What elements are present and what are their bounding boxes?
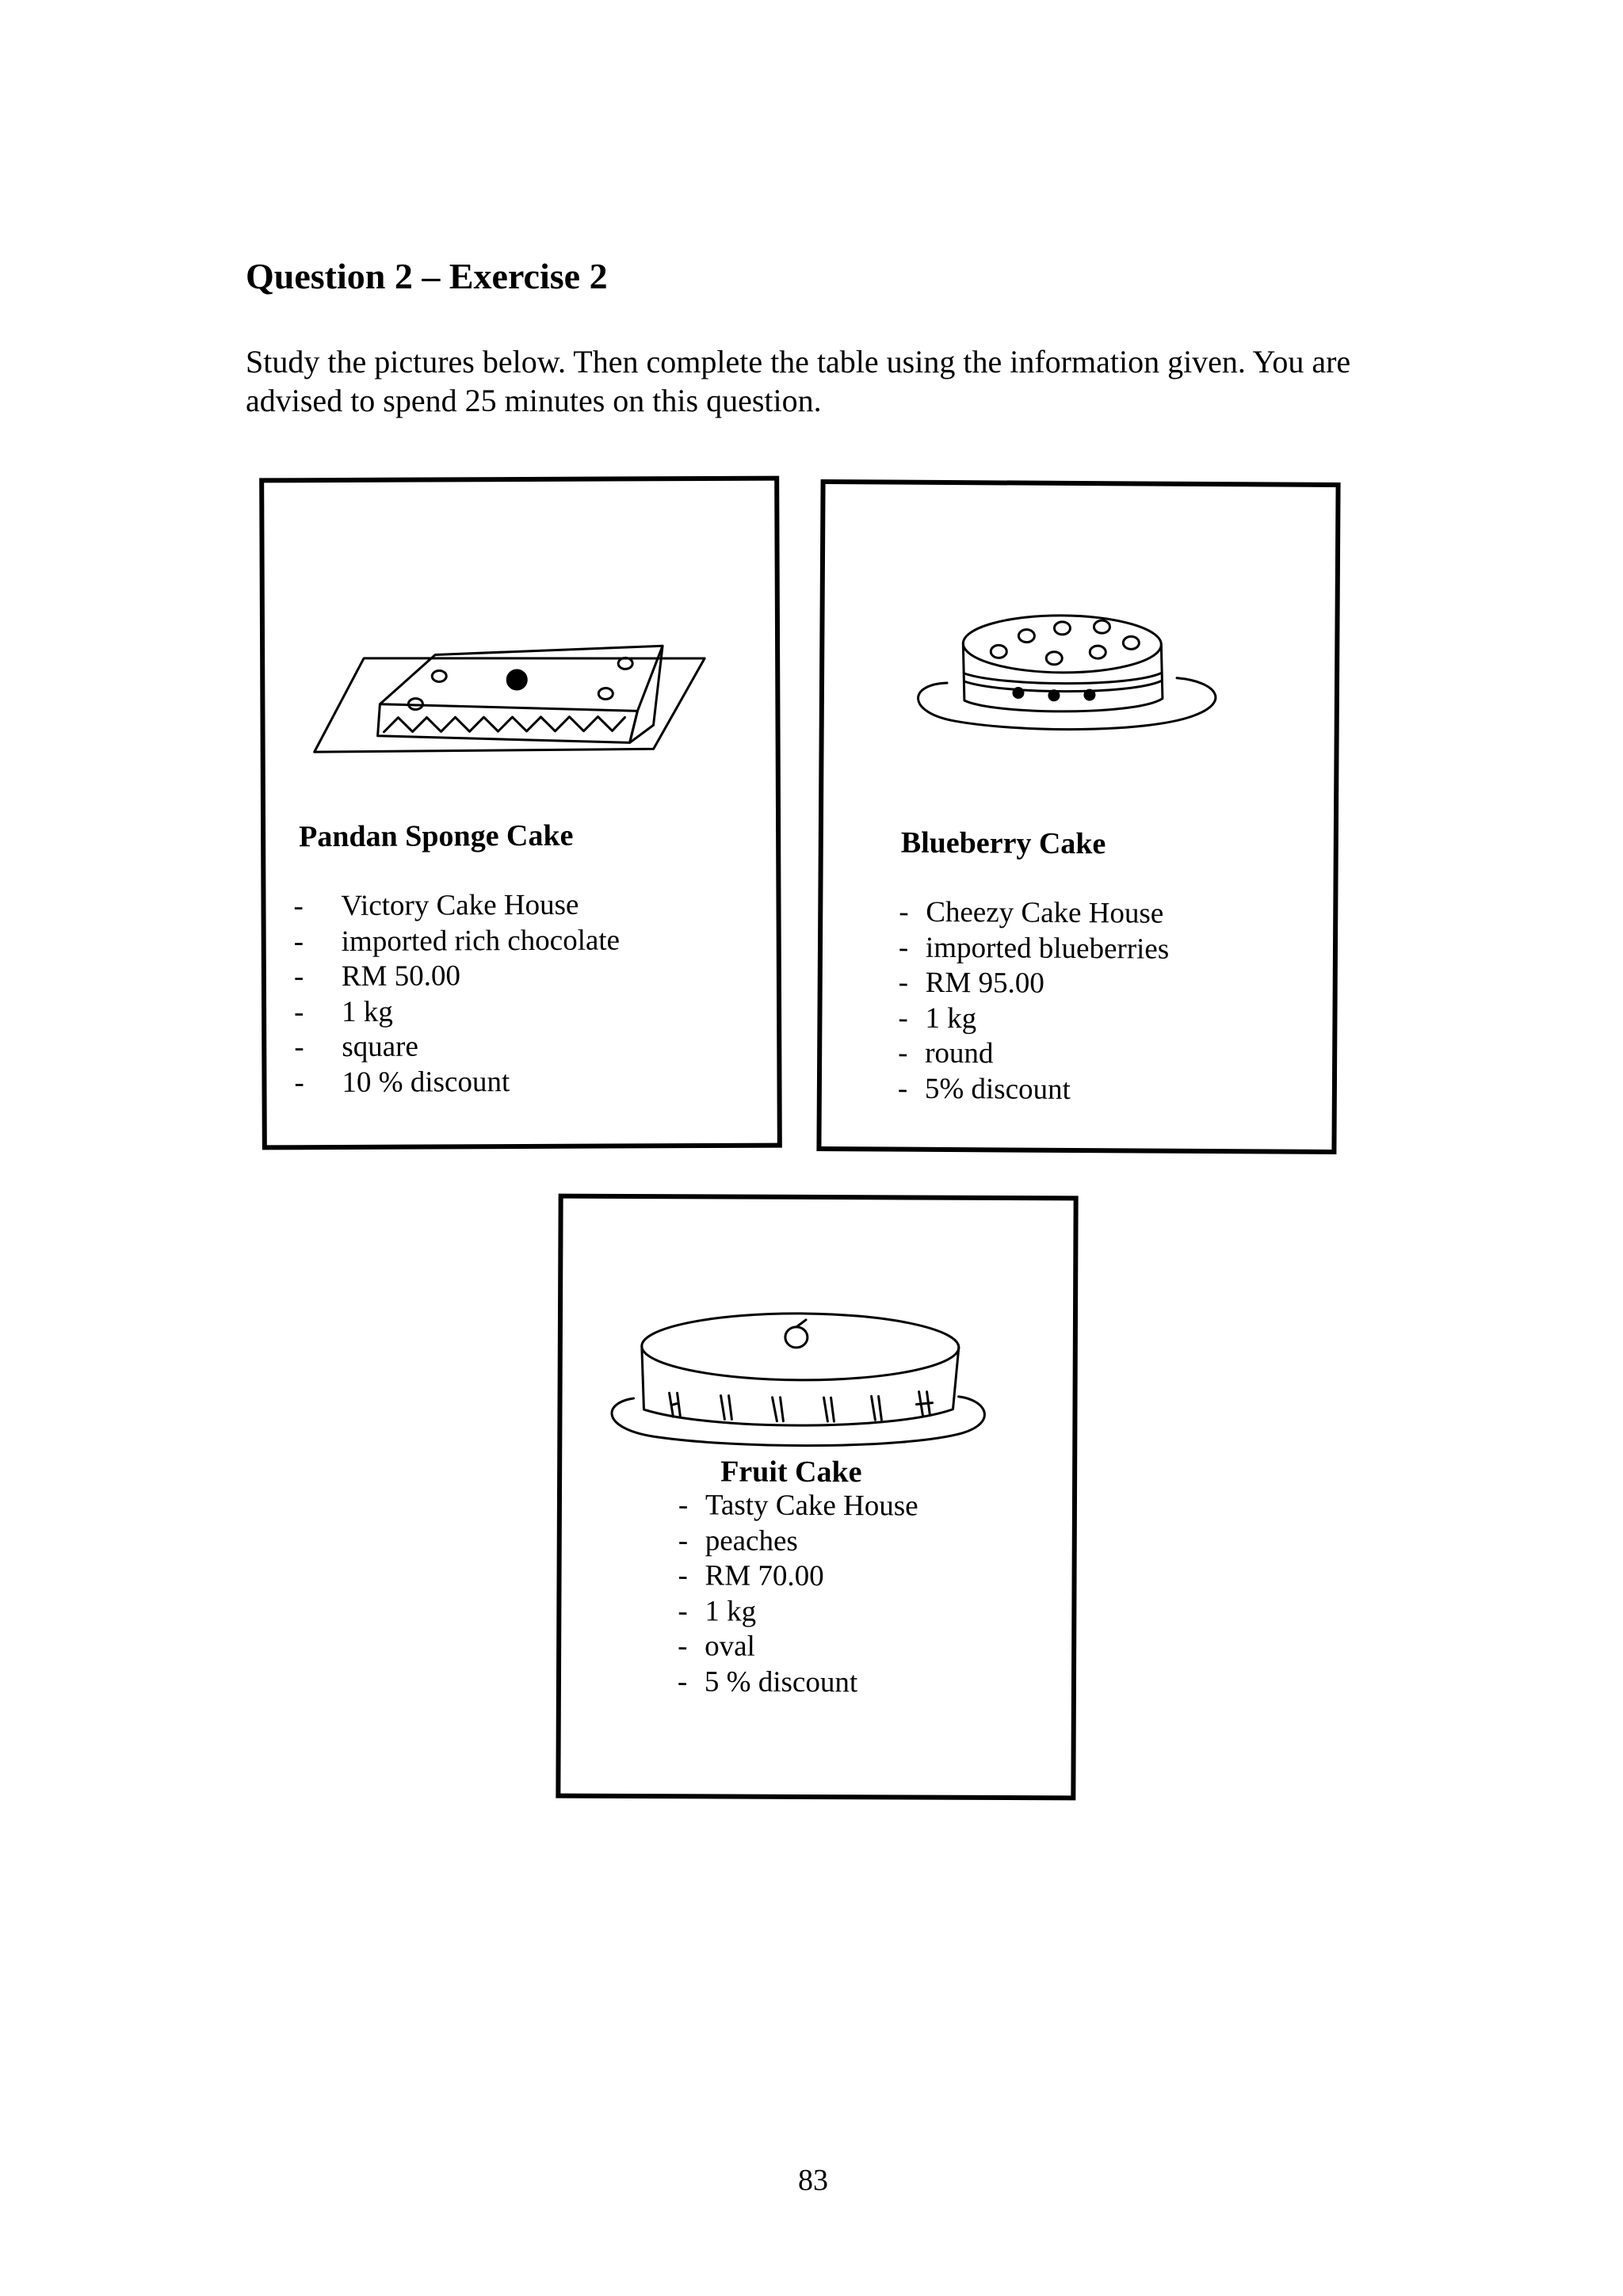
page-number: 83 [798, 2164, 828, 2197]
cake-details-list [898, 895, 1170, 1108]
detail-item: - Cheezy Cake House [899, 895, 1164, 930]
cake-card-pandan [259, 476, 782, 1150]
instructions: Study the pictures below. Then complete the table using the information given. You are advised to spend 25 minutes on this question. [246, 344, 1351, 418]
detail-item: - 1 kg [898, 1001, 977, 1035]
detail-item: - 1 kg [678, 1594, 757, 1628]
detail-item: - imported rich chocolate [293, 923, 621, 958]
round-cake-drawing [899, 596, 1232, 757]
oval-cake-drawing [598, 1302, 1002, 1454]
detail-item: - 5 % discount [677, 1665, 858, 1699]
page-title: Question 2 – Exercise 2 [246, 256, 608, 296]
detail-item: - oval [678, 1630, 755, 1663]
cake-card-blueberry [816, 479, 1340, 1154]
detail-item: - 5% discount [897, 1072, 1071, 1106]
detail-item: - Tasty Cake House [678, 1489, 918, 1523]
detail-item: - RM 95.00 [898, 966, 1044, 1000]
cake-details-list [678, 1488, 918, 1700]
cake-card-fruit [556, 1194, 1078, 1801]
cake-name: Blueberry Cake [900, 826, 1106, 861]
detail-item: - Victory Cake House [293, 888, 579, 923]
detail-item: - imported blueberries [898, 931, 1170, 966]
detail-item: - RM 70.00 [678, 1559, 824, 1593]
square-cake-drawing [304, 616, 717, 776]
cake-details-list [293, 887, 621, 1100]
detail-item: - round [898, 1036, 994, 1070]
detail-item: - peaches [678, 1524, 798, 1558]
detail-item: - square [294, 1030, 418, 1064]
cake-name: Fruit Cake [720, 1455, 862, 1489]
cake-name: Pandan Sponge Cake [299, 818, 574, 854]
detail-item: - RM 50.00 [293, 959, 461, 994]
detail-item: - 10 % discount [294, 1065, 510, 1099]
detail-item: - 1 kg [294, 995, 393, 1028]
